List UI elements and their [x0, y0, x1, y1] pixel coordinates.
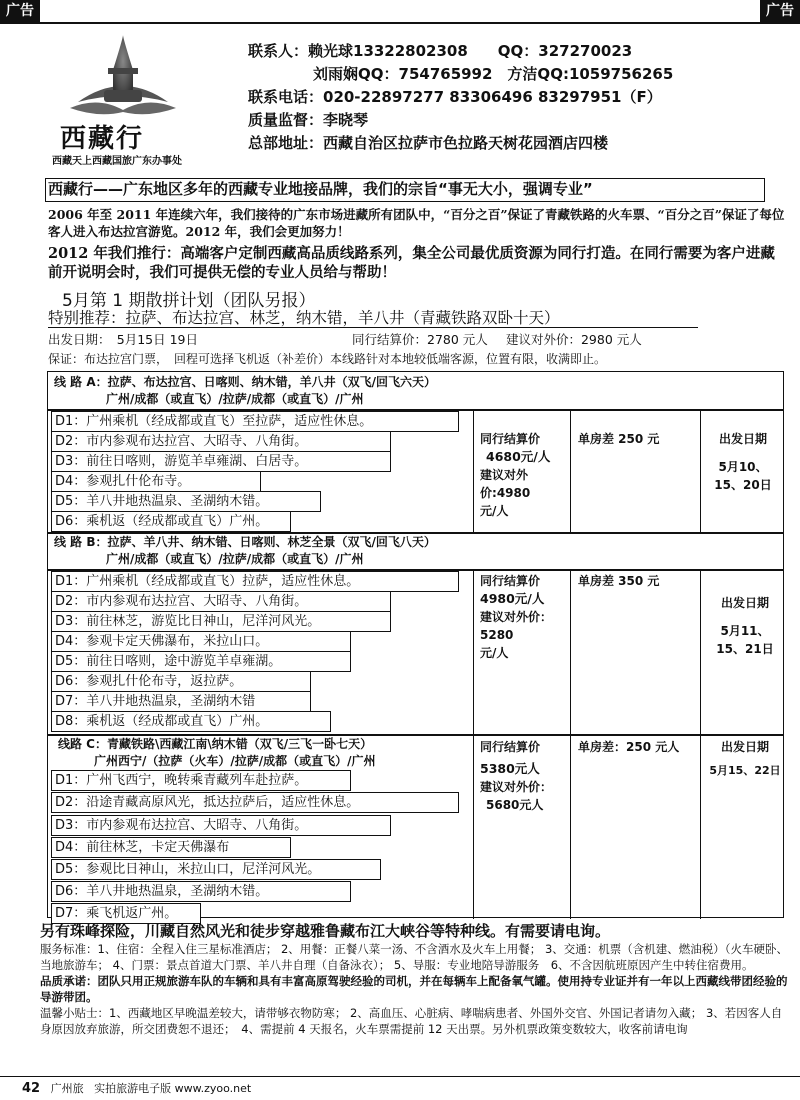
- contact-person: 联系人：赖光球13322802308 QQ：327270023: [248, 42, 633, 60]
- route-a-header: [54, 374, 436, 408]
- paper-name: 广州旅: [50, 1082, 84, 1095]
- special-recommend: 特别推荐：拉萨、布达拉宫、林芝，纳木错，羊八井（青藏铁路双卧十天）: [48, 309, 560, 327]
- route-b-day: D6：参观扎什伦布寺，返拉萨。: [51, 671, 311, 692]
- route-a-depart: 出发日期 5月10、15、20日: [714, 432, 772, 492]
- intro-paragraph: 2006 年至 2011 年连续六年，我们接待的广东市场进藏所有团队中，“百分之百”保证了青藏铁路的火车票、“百分之百”保证了每位客人进入布达拉宫游览。2012 年，我们会更加努力！: [48, 207, 785, 239]
- route-c-day: D5：参观比日神山，米拉山口，尼洋河风光。: [51, 859, 381, 880]
- route-b-day: D4：参观卡定天佛瀑布，米拉山口。: [51, 631, 351, 652]
- route-c-single: 单房差：250 元人: [578, 740, 680, 754]
- route-b-day: D2：市内参观布达拉宫、大昭寺、八角街。: [51, 591, 391, 612]
- route-a-title: 线 路 A：拉萨、布达拉宫、日喀则、纳木错，羊八井（双飞/回飞六天）: [54, 375, 437, 389]
- route-c-day: D2：沿途青藏高原风光，抵达拉萨后，适应性休息。: [51, 792, 459, 813]
- stupa-logo-icon: [68, 30, 178, 120]
- route-c-day: D7：乘飞机返广州。: [51, 903, 201, 924]
- route-a-sub: 广州/成都（或直飞）/拉萨/成都（或直飞）/广州: [106, 392, 364, 406]
- intro-paragraph-2: 2012 年我们推行：高端客户定制西藏高品质线路系列，集全公司最优质资源为同行打造。在同行需要为客户进藏前开说明会时，我们可提供无偿的专业人员给与帮助！: [48, 245, 775, 281]
- special-underline: [48, 327, 698, 328]
- special-lines-note: 另有珠峰探险，川藏自然风光和徒步穿越雅鲁藏布江大峡谷等特种线。有需要请电询。: [40, 922, 611, 940]
- contact-person-2: 刘雨娴QQ：754765992 方洁QQ:1059756265: [313, 65, 674, 83]
- route-b-day: D7：羊八井地热温泉，圣湖纳木错: [51, 691, 311, 712]
- route-a-day: D6：乘机返（经成都或直飞）广州。: [51, 511, 291, 532]
- route-c-day: D6：羊八井地热温泉，圣湖纳木错。: [51, 881, 351, 902]
- contact-address: 总部地址：西藏自治区拉萨市色拉路天树花园酒店四楼: [248, 134, 609, 152]
- route-b-day: D3：前往林芝，游览比日神山，尼洋河风光。: [51, 611, 391, 632]
- route-a-price: 同行结算价 4680元/人 建议对外价:4980 元/人: [480, 432, 551, 518]
- sell-price: 建议对外价：2980 元人: [505, 332, 642, 347]
- route-a-day: D5：羊八井地热温泉、圣湖纳木错。: [51, 491, 321, 512]
- route-a-day: D3：前往日喀则，游览羊卓雍湖、白居寺。: [51, 451, 391, 472]
- contact-block: [248, 40, 673, 155]
- route-c-header: [58, 736, 376, 770]
- service-standard: 服务标准：1、住宿：全程入住三星标准酒店； 2、用餐：正餐八菜一汤、不含酒水及火车上用餐； 3、交通：机票（含机建、燃油税）（火车硬卧、当地旅游车； 4、门票：景点首道大门票、羊八井自理（自备泳衣）； 5、导服：专业地陪导游服务 6、不含因航班原因产生中转住宿费用。: [40, 942, 789, 972]
- terms-block: [40, 942, 788, 1038]
- travel-tips: 温馨小贴士：1、西藏地区早晚温差较大，请带够衣物防寒； 2、高血压、心脏病、哮喘病患者、外国外交官、外国记者请勿入藏； 3、若因客人自身原因放弃旅游，所交团费恕不退还； 4、需提前 4 天报名，火车票需提前 12 天出票。另外机票政策变数较大，收客前请电询: [40, 1006, 783, 1036]
- ad-tag-left: 广告: [0, 0, 40, 22]
- site-name: 实拍旅游电子版 www.zyoo.net: [94, 1082, 252, 1095]
- route-a-day: D4：参观扎什伦布寺。: [51, 471, 261, 492]
- route-c-depart: 出发日期 5月15、22日: [709, 740, 781, 777]
- route-a-day: D1：广州乘机（经成都或直飞）至拉萨，适应性休息。: [51, 411, 459, 432]
- page-footer: [0, 1076, 800, 1100]
- route-b-single: 单房差 350 元: [578, 574, 660, 588]
- ad-tag-right: 广告: [760, 0, 800, 22]
- route-b-depart: 出发日期 5月11、15、21日: [716, 596, 774, 656]
- route-c-day: D1：广州飞西宁，晚转乘青藏列车赴拉萨。: [51, 770, 351, 791]
- route-b-day: D5：前往日喀则，途中游览羊卓雍湖。: [51, 651, 351, 672]
- contact-phone: 联系电话：020-22897277 83306496 83297951（F）: [248, 88, 662, 106]
- route-b-day: D8：乘机返（经成都或直飞）广州。: [51, 711, 331, 732]
- route-c-sub: 广州西宁/（拉萨（火车）/拉萨/成都（或直飞）/广州: [94, 754, 376, 768]
- route-c-price: 同行结算价 5380元人 建议对外价： 5680元人: [480, 740, 553, 812]
- route-b-header: [54, 534, 436, 568]
- page-number: 42: [22, 1081, 41, 1096]
- route-b-sub: 广州/成都（或直飞）/拉萨/成都（或直飞）/广州: [106, 552, 364, 566]
- depart-date: 出发日期： 5月15日 19日: [48, 332, 198, 347]
- dates-row: [48, 330, 642, 348]
- route-c-day: D4：前往林芝，卡定天佛瀑布: [51, 837, 291, 858]
- brand-name: 西藏行: [60, 124, 145, 154]
- peer-price: 同行结算价：2780 元人: [351, 332, 488, 347]
- route-b-day: D1：广州乘机（经成都或直飞）拉萨，适应性休息。: [51, 571, 459, 592]
- plan-title: 5月第 1 期散拼计划（团队另报）: [62, 291, 316, 311]
- route-table: [47, 371, 784, 921]
- contact-quality: 质量监督：李晓琴: [248, 111, 369, 129]
- route-a-single: 单房差 250 元: [578, 432, 660, 446]
- quality-promise: 品质承诺：团队只用正规旅游车队的车辆和具有丰富高原驾驶经验的司机，并在每辆车上配备氧气罐。使用持专业证并有一年以上西藏线带团经验的导游带团。: [40, 974, 788, 1004]
- guarantee-text: 保证：布达拉宫门票， 回程可选择飞机返（补差价）本线路针对本地较低端客源，位置有限，收满即止。: [48, 352, 607, 366]
- brand-subtitle: 西藏天上西藏国旅广东办事处: [52, 156, 182, 167]
- route-b-title: 线 路 B：拉萨、羊八井、纳木错、日喀则、林芝全景（双飞/回飞八天）: [54, 535, 436, 549]
- route-b-price: 同行结算价 4980元/人 建议对外价：5280 元/人: [480, 574, 553, 660]
- slogan-box: 西藏行——广东地区多年的西藏专业地接品牌，我们的宗旨“事无大小，强调专业”: [45, 178, 765, 202]
- route-c-day: D3：市内参观布达拉宫、大昭寺、八角街。: [51, 815, 391, 836]
- route-c-title: 线路 C：青藏铁路\西藏江南\纳木错（双飞/三飞一卧七天）: [58, 737, 373, 751]
- route-a-day: D2：市内参观布达拉宫、大昭寺、八角街。: [51, 431, 391, 452]
- top-rule: [0, 22, 800, 24]
